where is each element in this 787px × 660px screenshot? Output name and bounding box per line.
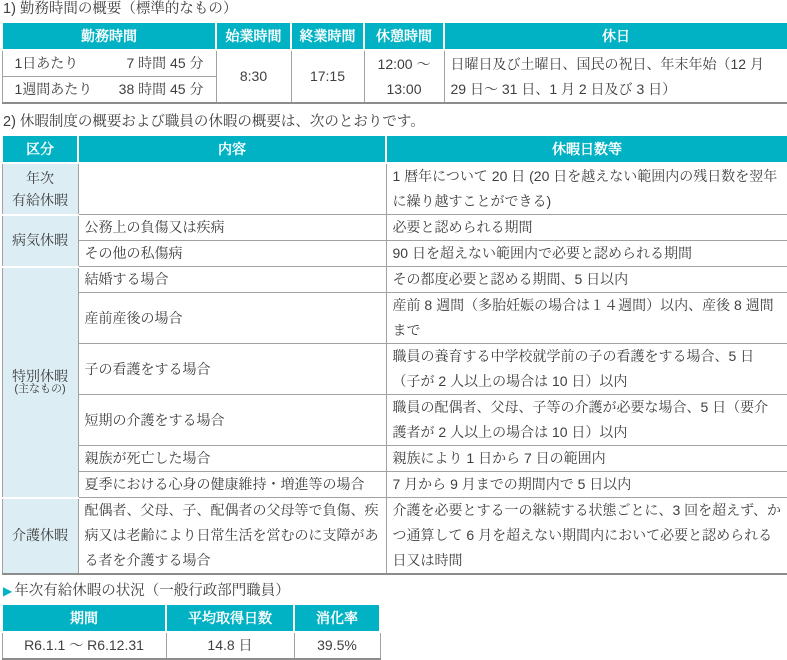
per-day-label: 1日あたり [14, 55, 79, 71]
table-row [2, 163, 787, 215]
col-header-content: 内容 [78, 135, 386, 163]
break-time-cell [364, 50, 444, 103]
annual-leave-days-cell: 1 暦年について 20 日 (20 日を越えない範囲内の残日数を翌年に繰り越すことができる) [386, 163, 787, 215]
annual-leave-status-table [1, 603, 381, 660]
special-leave-days-cell: 職員の配偶者、父母、子等の介護が必要な場合、5 日（要介護者が 2 人以上の場合は 10 日）以内 [386, 395, 787, 446]
special-leave-content-cell: 産前産後の場合 [78, 293, 386, 344]
category-care-leave [2, 498, 78, 575]
per-day-value: 7 時間 45 分 [126, 55, 204, 71]
section3-title-text: 年次有給休暇の状況（一般行政部門職員） [14, 583, 290, 599]
care-leave-days-cell: 介護を必要とする一の継続する状態ごとに、3 回を超えず、かつ通算して 6 月を超えない期間内において必要と認められる日又は時間 [386, 498, 787, 575]
per-week-value: 38 時間 45 分 [118, 81, 204, 97]
table-row [2, 472, 787, 498]
special-leave-days-cell: 7 月から 9 月までの期間内で 5 日以内 [386, 472, 787, 498]
annual-leave-label-line1: 年次 [26, 169, 54, 186]
care-leave-content-cell: 配偶者、父母、子、配偶者の父母等で負傷、疾病又は老齢により日常生活を営むのに支障がある者を介護する場合 [78, 498, 386, 575]
col-header-holidays: 休日 [444, 22, 787, 50]
table-row [2, 498, 787, 575]
table-row [2, 446, 787, 472]
col-header-break-time: 休憩時間 [364, 22, 444, 50]
annual-leave-label-line2: 有給休暇 [12, 191, 68, 208]
table-row [2, 267, 787, 293]
special-leave-content-cell: 子の看護をする場合 [78, 344, 386, 395]
annual-leave-content-cell [78, 163, 386, 215]
col-header-start-time: 始業時間 [216, 22, 291, 50]
special-leave-days-cell: 職員の養育する中学校就学前の子の看護をする場合、5 日（子が 2 人以上の場合は 10 日）以内 [386, 344, 787, 395]
start-time-cell: 8:30 [216, 50, 291, 103]
per-day-hours-cell [2, 50, 216, 77]
col-header-end-time: 終業時間 [291, 22, 364, 50]
sick-leave-content-cell: 公務上の負傷又は疾病 [78, 215, 386, 241]
special-leave-label: 特別休暇 [12, 367, 68, 384]
care-leave-label: 介護休暇 [12, 527, 68, 544]
break-time-line2: 13:00 [386, 80, 422, 97]
special-leave-content-cell: 短期の介護をする場合 [78, 395, 386, 446]
table-row [2, 293, 787, 344]
special-leave-content-cell: 夏季における心身の健康維持・増進等の場合 [78, 472, 386, 498]
sick-leave-content-cell: その他の私傷病 [78, 241, 386, 267]
table-row [2, 632, 380, 659]
per-week-label: 1週間あたり [14, 81, 93, 97]
col-header-leave-days: 休暇日数等 [386, 135, 787, 163]
holidays-cell: 日曜日及び土曜日、国民の祝日、年末年始（12 月 29 日～ 31 日、1 月 2 日及び 3 日） [444, 50, 787, 103]
special-leave-days-cell: 産前 8 週間（多胎妊娠の場合は１４週間）以内、産後 8 週間まで [386, 293, 787, 344]
triangle-bullet-icon: ▶ [3, 584, 13, 598]
category-annual-leave [2, 163, 78, 215]
section1-title: 1) 勤務時間の概要（標準的なもの） [3, 1, 238, 17]
working-hours-header-row [2, 22, 787, 50]
table-row [2, 395, 787, 446]
col-header-average-days: 平均取得日数 [166, 604, 294, 632]
sick-leave-days-cell: 90 日を超えない範囲内で必要と認められる期間 [386, 241, 787, 267]
average-days-cell: 14.8 日 [166, 632, 294, 659]
working-hours-table [1, 21, 787, 104]
special-leave-days-cell: 親族により 1 日から 7 日の範囲内 [386, 446, 787, 472]
table-row [2, 241, 787, 267]
end-time-cell: 17:15 [291, 50, 364, 103]
table-row [2, 344, 787, 395]
col-header-usage-rate: 消化率 [294, 604, 380, 632]
leave-system-table [1, 134, 787, 575]
category-sick-leave [2, 215, 78, 267]
leave-header-row [2, 135, 787, 163]
section2-title: 2) 休暇制度の概要および職員の休暇の概要は、次のとおりです。 [3, 114, 425, 130]
col-header-period: 期間 [2, 604, 166, 632]
per-week-hours-cell [2, 77, 216, 104]
section3-title [3, 583, 787, 600]
period-cell: R6.1.1 ～ R6.12.31 [2, 632, 166, 659]
sick-leave-days-cell: 必要と認められる期間 [386, 215, 787, 241]
special-leave-sublabel: (主なもの) [14, 382, 66, 395]
break-time-line1: 12:00 ～ [377, 55, 431, 72]
sick-leave-label: 病気休暇 [12, 232, 68, 248]
special-leave-content-cell: 親族が死亡した場合 [78, 446, 386, 472]
category-special-leave [2, 267, 78, 498]
special-leave-days-cell: その都度必要と認める期間、5 日以内 [386, 267, 787, 293]
col-header-work-hours: 勤務時間 [2, 22, 216, 50]
table-row [2, 215, 787, 241]
special-leave-content-cell: 結婚する場合 [78, 267, 386, 293]
col-header-category: 区分 [2, 135, 78, 163]
table-row [2, 50, 787, 77]
usage-rate-cell: 39.5% [294, 632, 380, 659]
